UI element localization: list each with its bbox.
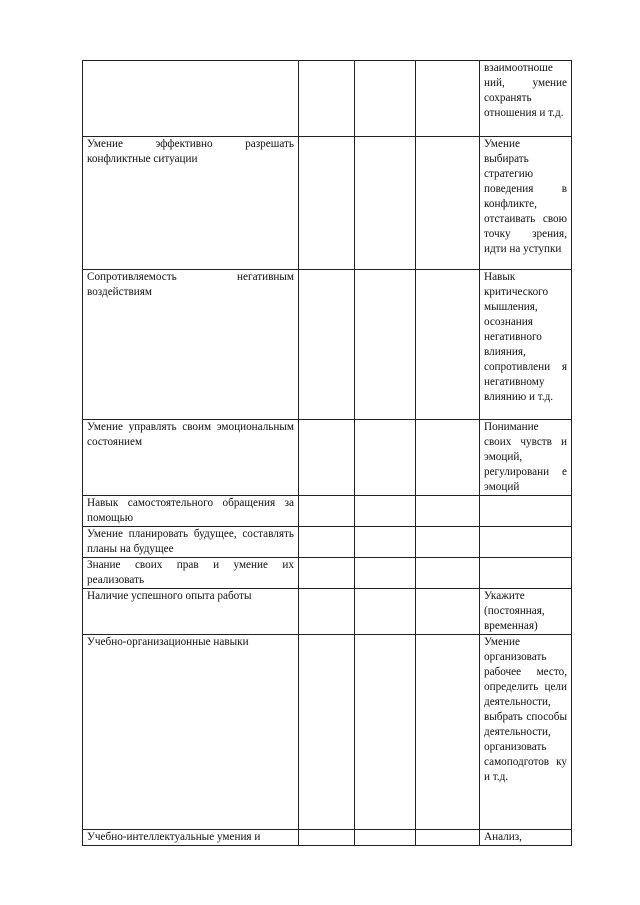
empty-cell — [299, 527, 355, 558]
table-row — [83, 558, 572, 589]
empty-cell — [416, 635, 480, 830]
skill-cell — [83, 830, 299, 846]
empty-cell — [299, 635, 355, 830]
skill-text: Сопротивляемость негативным воздействиям — [87, 271, 294, 298]
skill-text: Учебно-интеллектуальные умения и — [87, 831, 261, 843]
note-cell — [480, 830, 572, 846]
empty-cell — [355, 558, 416, 589]
empty-cell — [299, 830, 355, 846]
note-text: Навык критического мышления, осознания негативного влияния, сопротивлени я негативному влиянию и т.д. — [484, 271, 567, 403]
empty-cell — [416, 589, 480, 635]
skill-cell — [83, 420, 299, 496]
skill-text: Умение управлять своим эмоциональным состоянием — [87, 421, 294, 448]
empty-cell — [355, 830, 416, 846]
empty-cell — [416, 830, 480, 846]
skill-cell — [83, 496, 299, 527]
empty-cell — [355, 420, 416, 496]
empty-cell — [355, 527, 416, 558]
empty-cell — [416, 270, 480, 420]
empty-cell — [299, 61, 355, 137]
note-text: Умение организовать рабочее место, определить цели деятельности, выбрать способы деятельности, организовать самоподготов ку и т.д. — [484, 636, 567, 783]
note-text: взаимоотноше ний, умение сохранять отношения и т.д. — [484, 62, 567, 119]
empty-cell — [355, 496, 416, 527]
note-cell — [480, 496, 572, 527]
note-text: Умение выбирать стратегию поведения в конфликте, отстаивать свою точку зрения, идти на уступки — [484, 138, 567, 255]
empty-cell — [299, 420, 355, 496]
note-cell — [480, 589, 572, 635]
table-row — [83, 137, 572, 270]
empty-cell — [299, 137, 355, 270]
empty-cell — [355, 137, 416, 270]
table-row — [83, 61, 572, 137]
empty-cell — [416, 61, 480, 137]
empty-cell — [355, 589, 416, 635]
empty-cell — [355, 635, 416, 830]
table-row — [83, 420, 572, 496]
empty-cell — [416, 420, 480, 496]
skill-text: Учебно-организационные навыки — [87, 636, 249, 648]
empty-cell — [299, 558, 355, 589]
note-cell — [480, 558, 572, 589]
table-row — [83, 635, 572, 830]
empty-cell — [416, 527, 480, 558]
skill-cell — [83, 137, 299, 270]
skill-cell — [83, 558, 299, 589]
note-cell — [480, 270, 572, 420]
skill-cell — [83, 589, 299, 635]
table-row — [83, 496, 572, 527]
empty-cell — [355, 270, 416, 420]
skills-assessment-table — [82, 60, 572, 846]
note-text: Понимание своих чувств и эмоций, регулировани е эмоций — [484, 421, 567, 493]
table-row — [83, 830, 572, 846]
empty-cell — [299, 589, 355, 635]
skill-cell — [83, 270, 299, 420]
table-row — [83, 270, 572, 420]
note-cell — [480, 137, 572, 270]
note-text: Анализ, — [484, 831, 522, 843]
skill-text: Умение эффективно разрешать конфликтные ситуации — [87, 138, 294, 165]
skill-cell — [83, 61, 299, 137]
table-row — [83, 527, 572, 558]
skill-cell — [83, 635, 299, 830]
skill-text: Умение планировать будущее, составлять планы на будущее — [87, 528, 294, 555]
empty-cell — [416, 558, 480, 589]
empty-cell — [416, 496, 480, 527]
note-cell — [480, 61, 572, 137]
empty-cell — [416, 137, 480, 270]
empty-cell — [355, 61, 416, 137]
table-row — [83, 589, 572, 635]
note-text: Укажите (постоянная, временная) — [484, 590, 545, 632]
note-cell — [480, 420, 572, 496]
note-cell — [480, 527, 572, 558]
skill-cell — [83, 527, 299, 558]
empty-cell — [299, 270, 355, 420]
note-cell — [480, 635, 572, 830]
skill-text: Наличие успешного опыта работы — [87, 590, 252, 602]
skill-text: Навык самостоятельного обращения за помощью — [87, 497, 294, 524]
skill-text: Знание своих прав и умение их реализовать — [87, 559, 294, 586]
empty-cell — [299, 496, 355, 527]
